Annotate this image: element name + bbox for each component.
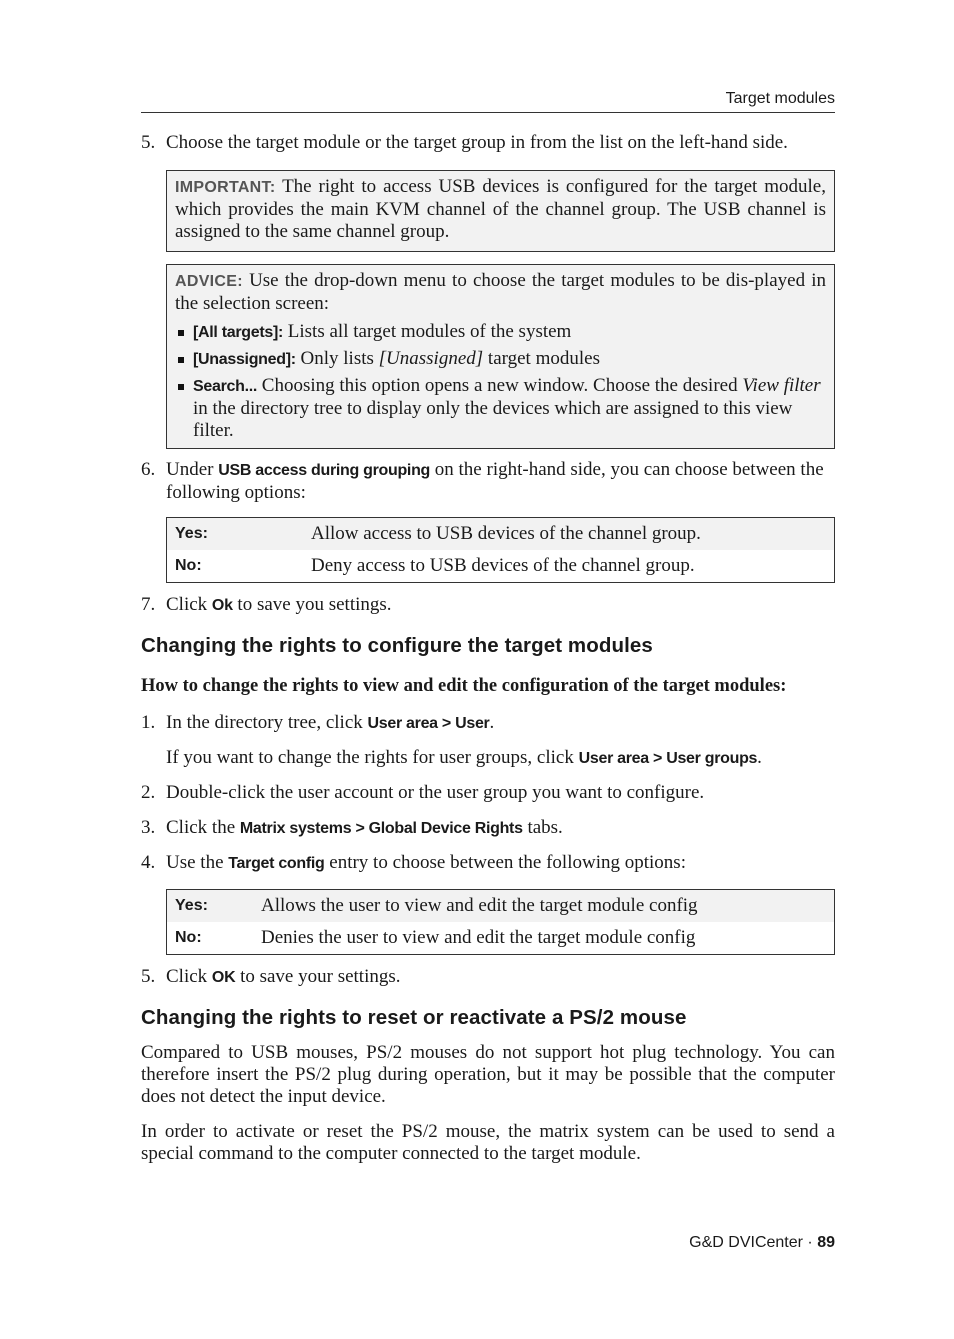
step-number: 6. bbox=[141, 459, 156, 480]
ui-label-ok: Ok bbox=[211, 597, 233, 614]
step-text-pre: Use the bbox=[166, 852, 224, 873]
step-text bbox=[166, 966, 835, 989]
step-number: 1. bbox=[141, 712, 156, 733]
important-note bbox=[166, 170, 835, 252]
advice-item-all-targets bbox=[175, 321, 826, 344]
option-key: Yes: bbox=[167, 890, 254, 923]
advice-item-key: [All targets]: bbox=[193, 324, 284, 341]
usb-access-options-table bbox=[166, 517, 835, 583]
step-text-post: . bbox=[489, 712, 495, 733]
step-text: Choose the target module or the target group in from the list on the left-hand side. bbox=[166, 132, 788, 153]
running-header bbox=[141, 88, 835, 113]
step-text-pre: Click bbox=[166, 594, 208, 615]
step-text-pre: If you want to change the rights for user groups, click bbox=[166, 747, 574, 768]
step-text-pre: Under bbox=[166, 459, 214, 480]
step-number: 5. bbox=[141, 966, 156, 987]
ui-label-target-config: Target config bbox=[228, 855, 325, 872]
step-6-usb-access bbox=[141, 459, 835, 503]
option-value: Deny access to USB devices of the channel group. bbox=[311, 555, 695, 576]
step-text bbox=[166, 594, 835, 617]
ui-label-user-area-user: User area > User bbox=[367, 715, 490, 732]
paragraph-ps2-intro: Compared to USB mouses, PS/2 mouses do not support hot plug technology. You can therefore insert the PS/2 plug during operation, but it may be possible that the computer does not detect the input device. bbox=[141, 1042, 835, 1107]
step-text-pre: Click bbox=[166, 966, 208, 987]
step-text-post: on the right-hand side, you can choose between the following options: bbox=[166, 459, 824, 503]
step-text-post: to save you settings. bbox=[237, 594, 392, 615]
step-number: 4. bbox=[141, 852, 156, 873]
step-text: Double-click the user account or the user group you want to configure. bbox=[166, 782, 705, 803]
advice-item-text: Choosing this option opens a new window. Choose the desired bbox=[261, 375, 738, 396]
advice-list bbox=[175, 321, 826, 442]
step-text-post: tabs. bbox=[527, 817, 563, 838]
advice-item-key: [Unassigned]: bbox=[193, 351, 296, 368]
option-key: No: bbox=[175, 557, 202, 574]
step-text-post: to save your settings. bbox=[240, 966, 401, 987]
advice-item-emphasis: View filter bbox=[742, 375, 821, 396]
option-key: Yes: bbox=[167, 518, 304, 551]
step-text-post: entry to choose between the following options: bbox=[329, 852, 686, 873]
advice-item-text-end: in the directory tree to display only the devices which are assigned to this view filter. bbox=[193, 398, 793, 441]
step-text-post: . bbox=[757, 747, 762, 768]
advice-note bbox=[166, 264, 835, 449]
step-number: 2. bbox=[141, 782, 156, 803]
page-footer bbox=[689, 1234, 835, 1252]
ui-label-user-groups: User area > User groups bbox=[578, 750, 758, 767]
advice-item-text-end: target modules bbox=[487, 348, 600, 369]
header-title: Target modules bbox=[725, 90, 835, 107]
step-number: 5. bbox=[141, 132, 156, 153]
important-label: IMPORTANT: bbox=[175, 179, 276, 196]
howto-heading: How to change the rights to view and edit the configuration of the target modules: bbox=[141, 676, 787, 696]
paragraph-ps2-reset: In order to activate or reset the PS/2 mouse, the matrix system can be used to send a special command to the computer connected to the target module. bbox=[141, 1121, 835, 1164]
option-key: No: bbox=[175, 929, 202, 946]
step-text bbox=[166, 852, 835, 875]
section-heading-configure-targets: Changing the rights to configure the target modules bbox=[141, 634, 653, 657]
target-config-options-table bbox=[166, 889, 835, 955]
step-text-pre: In the directory tree, click bbox=[166, 712, 363, 733]
step-number: 7. bbox=[141, 594, 156, 615]
step-text bbox=[166, 817, 835, 840]
important-text: The right to access USB devices is configured for the target module, which provides the main KVM channel of the channel group. The USB channel is assigned to the same channel group. bbox=[175, 176, 826, 242]
section-heading-ps2-mouse: Changing the rights to reset or reactivate a PS/2 mouse bbox=[141, 1006, 687, 1029]
advice-item-text: Only lists bbox=[300, 348, 374, 369]
ui-label-global-device-rights: Matrix systems > Global Device Rights bbox=[239, 820, 523, 837]
advice-item-emphasis: [Unassigned] bbox=[378, 348, 484, 369]
page-number: 89 bbox=[817, 1234, 835, 1251]
table-row bbox=[167, 550, 835, 583]
advice-item-unassigned bbox=[175, 348, 826, 371]
footer-title: G&D DVICenter · bbox=[689, 1234, 813, 1251]
table-row bbox=[167, 922, 835, 955]
option-value: Allows the user to view and edit the target module config bbox=[253, 890, 835, 923]
advice-text: Use the drop-down menu to choose the target modules to be dis-played in the selection screen: bbox=[175, 270, 827, 314]
advice-label: ADVICE: bbox=[175, 273, 243, 290]
ui-label-usb-access: USB access during grouping bbox=[218, 462, 431, 479]
table-row bbox=[167, 518, 835, 551]
advice-item-key: Search... bbox=[193, 378, 258, 395]
advice-item-search bbox=[175, 375, 826, 442]
table-row bbox=[167, 890, 835, 923]
step-text bbox=[166, 712, 835, 735]
step-number: 3. bbox=[141, 817, 156, 838]
advice-item-text: Lists all target modules of the system bbox=[287, 321, 572, 342]
option-value: Denies the user to view and edit the target module config bbox=[261, 927, 696, 948]
option-value: Allow access to USB devices of the channel group. bbox=[303, 518, 835, 551]
ui-label-ok: OK bbox=[211, 969, 236, 986]
step-text-pre: Click the bbox=[166, 817, 236, 838]
step-text bbox=[166, 459, 835, 504]
step-text bbox=[166, 747, 835, 770]
